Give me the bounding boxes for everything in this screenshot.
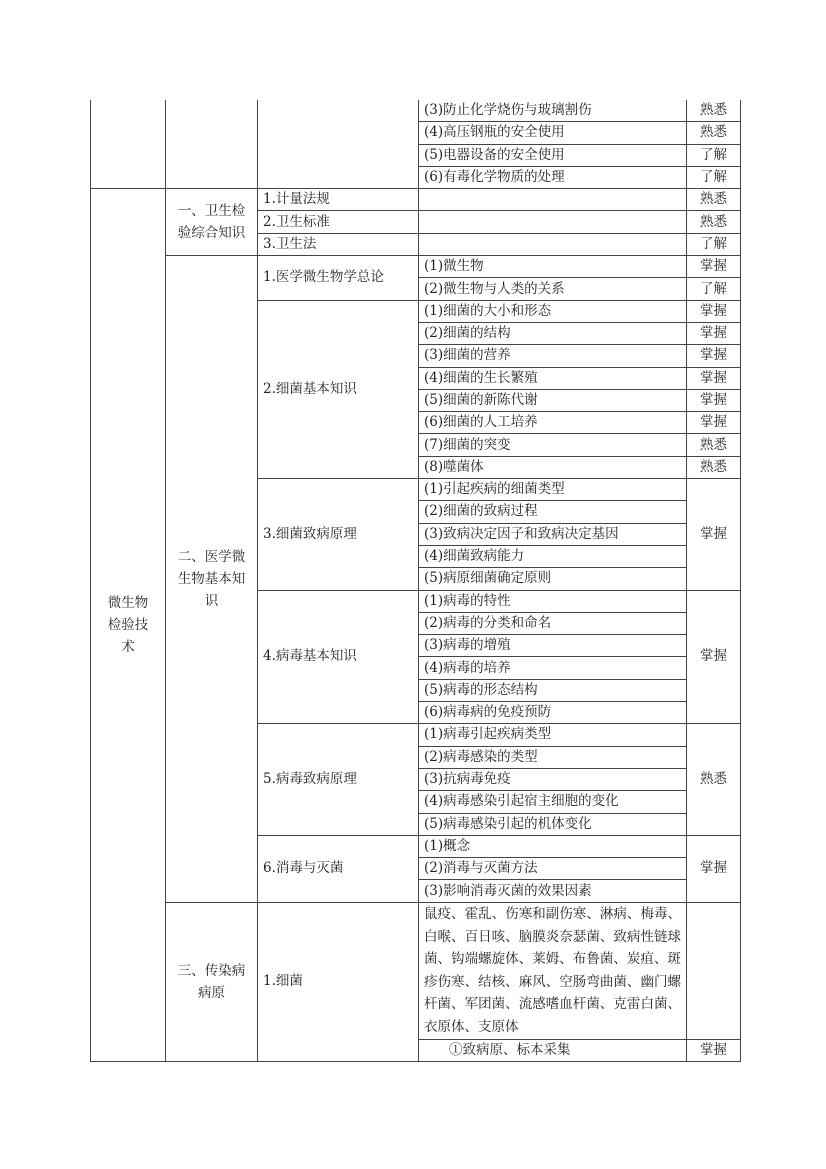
level-cell: 熟悉: [687, 122, 741, 144]
subject-cell: 3.卫生法: [258, 233, 419, 255]
level-cell: 掌握: [687, 412, 741, 434]
item-cell: (6)病毒病的免疫预防: [419, 702, 687, 724]
level-cell: 熟悉: [687, 724, 741, 835]
item-cell: [419, 233, 687, 255]
item-cell: (5)细菌的新陈代谢: [419, 389, 687, 411]
item-cell: (2)病毒感染的类型: [419, 746, 687, 768]
level-cell: 掌握: [687, 256, 741, 278]
item-cell: (1)细菌的大小和形态: [419, 300, 687, 322]
level-cell: 熟悉: [687, 211, 741, 233]
item-cell: ①致病原、标本采集: [419, 1039, 687, 1061]
item-cell: (1)概念: [419, 835, 687, 857]
subject-cell: 1.细菌: [258, 902, 419, 1061]
subject-cell: 3.细菌致病原理: [258, 479, 419, 590]
item-cell: (4)高压钢瓶的安全使用: [419, 122, 687, 144]
item-cell: (1)病毒的特性: [419, 590, 687, 612]
level-cell: 了解: [687, 233, 741, 255]
item-cell: (1)引起疾病的细菌类型: [419, 479, 687, 501]
table-row: [91, 189, 741, 211]
item-cell: (5)病毒感染引起的机体变化: [419, 813, 687, 835]
level-cell: 掌握: [687, 322, 741, 344]
item-cell: (4)细菌致病能力: [419, 545, 687, 567]
level-cell: 掌握: [687, 835, 741, 902]
subject-cell: 5.病毒致病原理: [258, 724, 419, 835]
item-cell: (3)细菌的营养: [419, 345, 687, 367]
level-cell: 掌握: [687, 367, 741, 389]
item-cell: (3)致病决定因子和致病决定基因: [419, 523, 687, 545]
level-cell: 掌握: [687, 389, 741, 411]
item-cell: (6)细菌的人工培养: [419, 412, 687, 434]
item-cell: (4)细菌的生长繁殖: [419, 367, 687, 389]
item-cell: (2)微生物与人类的关系: [419, 278, 687, 300]
table-row: [91, 902, 741, 1039]
continued-section-cell: [166, 100, 258, 189]
level-cell: 了解: [687, 166, 741, 188]
item-cell: (4)病毒的培养: [419, 657, 687, 679]
item-cell: (1)微生物: [419, 256, 687, 278]
table-row: [91, 100, 741, 122]
section-title: 一、卫生检验综合知识: [166, 189, 258, 256]
continued-subject-cell: [258, 100, 419, 189]
pathogen-list: 鼠疫、霍乱、伤寒和副伤寒、淋病、梅毒、白喉、百日咳、脑膜炎奈瑟菌、致病性链球菌、钩端螺旋体、莱姆、布鲁菌、炭疽、斑疹伤寒、结核、麻风、空肠弯曲菌、幽门螺杆菌、军团菌、流感嗜血杆菌、克雷白菌、衣原体、支原体: [419, 902, 687, 1039]
item-cell: (3)影响消毒灭菌的效果因素: [419, 880, 687, 902]
level-cell: 掌握: [687, 590, 741, 724]
level-cell: 了解: [687, 144, 741, 166]
item-cell: (3)病毒的增殖: [419, 635, 687, 657]
item-cell: (1)病毒引起疾病类型: [419, 724, 687, 746]
level-cell: 掌握: [687, 479, 741, 590]
continued-major-cell: [91, 100, 166, 189]
major-cell: 微生物检验技术: [91, 189, 166, 1062]
level-cell: 熟悉: [687, 100, 741, 122]
item-cell: (2)细菌的致病过程: [419, 501, 687, 523]
level-cell: 掌握: [687, 300, 741, 322]
item-cell: (5)病原细菌确定原则: [419, 568, 687, 590]
subject-cell: 6.消毒与灭菌: [258, 835, 419, 902]
item-cell: (8)噬菌体: [419, 456, 687, 478]
item-cell: (4)病毒感染引起宿主细胞的变化: [419, 791, 687, 813]
subject-cell: 2.卫生标准: [258, 211, 419, 233]
item-cell: (2)消毒与灭菌方法: [419, 858, 687, 880]
item-cell: [419, 211, 687, 233]
item-cell: (5)病毒的形态结构: [419, 679, 687, 701]
subject-cell: 2.细菌基本知识: [258, 300, 419, 478]
level-cell: 了解: [687, 278, 741, 300]
table-row: [91, 256, 741, 278]
subject-cell: 4.病毒基本知识: [258, 590, 419, 724]
level-cell: 熟悉: [687, 434, 741, 456]
item-cell: [419, 189, 687, 211]
item-cell: (3)抗病毒免疫: [419, 768, 687, 790]
subject-cell: 1.医学微生物学总论: [258, 256, 419, 301]
item-cell: (3)防止化学烧伤与玻璃割伤: [419, 100, 687, 122]
level-cell: [687, 902, 741, 1039]
syllabus-table: [90, 100, 741, 1062]
section-title: 三、传染病病原: [166, 902, 258, 1061]
subject-cell: 1.计量法规: [258, 189, 419, 211]
level-cell: 熟悉: [687, 189, 741, 211]
item-cell: (5)电器设备的安全使用: [419, 144, 687, 166]
section-title: 二、医学微生物基本知识: [166, 256, 258, 903]
item-cell: (2)细菌的结构: [419, 322, 687, 344]
level-cell: 熟悉: [687, 456, 741, 478]
item-cell: (2)病毒的分类和命名: [419, 612, 687, 634]
level-cell: 掌握: [687, 345, 741, 367]
level-cell: 掌握: [687, 1039, 741, 1061]
item-cell: (7)细菌的突变: [419, 434, 687, 456]
item-cell: (6)有毒化学物质的处理: [419, 166, 687, 188]
